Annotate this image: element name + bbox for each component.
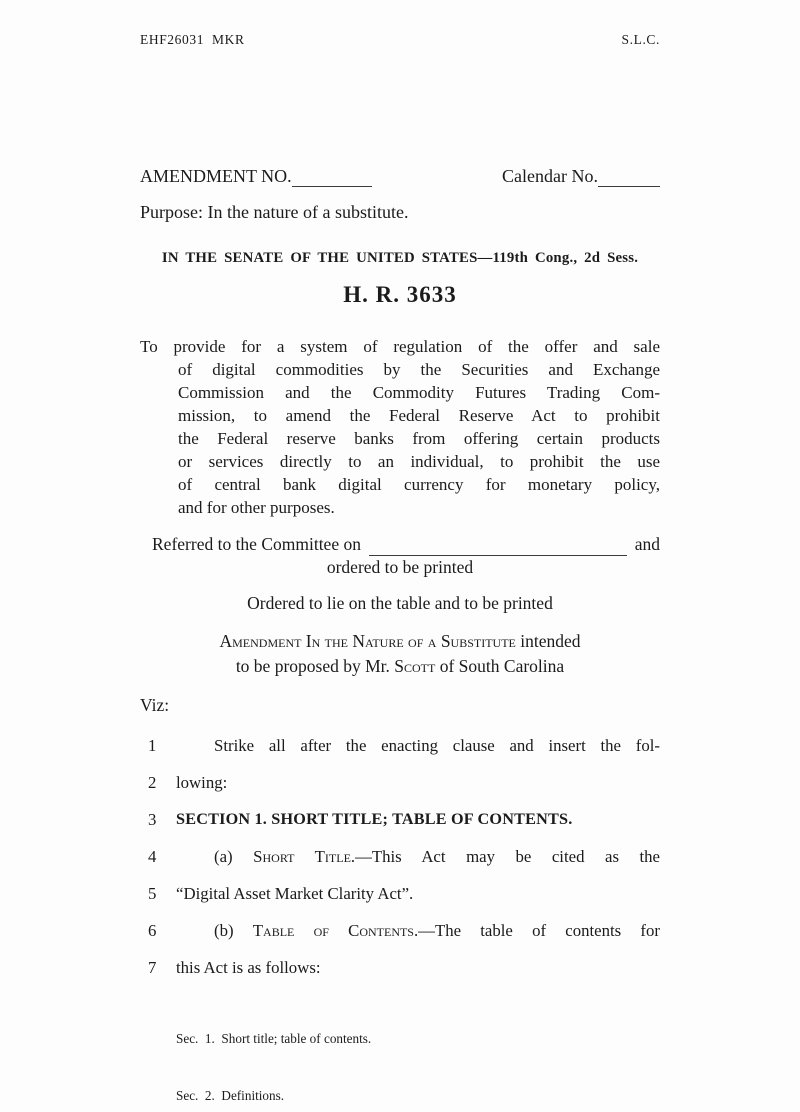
calendar-no-label: Calendar No. (502, 166, 598, 186)
table-of-contents (140, 991, 660, 1112)
amendment-number-row (140, 166, 660, 187)
office-code: S.L.C. (621, 32, 660, 47)
preamble (140, 335, 660, 519)
referred-and: and (634, 534, 660, 554)
substitute-heading-line1 (140, 629, 660, 654)
substitute-intended: intended (515, 631, 581, 651)
preamble-line: and for other purposes. (178, 498, 335, 517)
line-number: 5 (148, 884, 157, 903)
ordered-lie-line: Ordered to lie on the table and to be printed (247, 593, 553, 613)
line-text (176, 912, 660, 949)
body-line (140, 764, 660, 801)
proposer-post: of South Carolina (435, 656, 565, 676)
line-text-post: .—This Act may be cited as the (350, 847, 660, 866)
line-text-pre: (a) (214, 847, 254, 866)
line-number: 6 (148, 921, 157, 940)
preamble-line: To provide for a system of regulation of the offer and sale (140, 337, 660, 356)
substitute-heading (140, 629, 660, 679)
line-text: this Act is as follows: (176, 958, 321, 977)
line-number: 7 (148, 958, 157, 977)
calendar-no-blank (598, 170, 660, 187)
referral-line (140, 533, 660, 556)
referred-text: Referred to the Committee on (152, 534, 361, 554)
substitute-smallcaps: Amendment In the Nature of a Substitute (219, 631, 516, 651)
viz-label: Viz: (140, 695, 170, 715)
body-line (140, 912, 660, 949)
proposer-pre: to be proposed by Mr. (235, 656, 395, 676)
line-text: Strike all after the enacting clause and insert the fol- (214, 736, 660, 755)
preamble-line: Commission and the Commodity Futures Trading Com- (178, 383, 660, 402)
proposer-line (140, 654, 660, 679)
body-line (140, 838, 660, 875)
body-line (140, 801, 660, 838)
line-number: 4 (148, 847, 157, 866)
line-text-smallcaps: Table of Contents (252, 921, 414, 940)
line-text (176, 838, 660, 875)
preamble-line: mission, to amend the Federal Reserve Act to prohibit (178, 406, 660, 425)
toc-entry: Sec. 1. Short title; table of contents. (176, 1031, 372, 1046)
body-line (140, 875, 660, 912)
body-line (140, 727, 660, 764)
line-text: lowing: (176, 773, 228, 792)
preamble-line: of digital commodities by the Securities and Exchange (178, 360, 660, 379)
amendment-no-label: AMENDMENT NO. (140, 166, 292, 186)
line-text-post: .—The table of contents for (413, 921, 660, 940)
body-line (140, 949, 660, 986)
section-heading: SECTION 1. SHORT TITLE; TABLE OF CONTENTS. (176, 810, 573, 828)
amendment-no-blank (292, 170, 372, 187)
committee-blank (369, 539, 627, 556)
preamble-line: or services directly to an individual, to prohibit the use (178, 452, 660, 471)
toc-entry: Sec. 2. Definitions. (176, 1088, 285, 1103)
preamble-line: the Federal reserve banks from offering certain products (178, 429, 660, 448)
line-number: 3 (148, 810, 157, 829)
bill-number: H. R. 3633 (343, 282, 457, 307)
proposer-name: Scott (394, 656, 436, 676)
preamble-line: of central bank digital currency for monetary policy, (178, 475, 660, 494)
line-text: “Digital Asset Market Clarity Act”. (176, 884, 414, 903)
page-header (140, 32, 660, 48)
senate-caption: IN THE SENATE OF THE UNITED STATES—119th Cong., 2d Sess. (161, 250, 639, 266)
line-number: 2 (148, 773, 157, 792)
bill-text (140, 727, 660, 986)
line-number: 1 (148, 736, 157, 755)
line-text-pre: (b) (214, 921, 253, 940)
purpose-line: Purpose: In the nature of a substitute. (140, 202, 409, 222)
doc-code: EHF26031 MKR (140, 32, 245, 47)
line-text-smallcaps: Short Title (253, 847, 351, 866)
ordered-printed-line: ordered to be printed (326, 557, 474, 577)
